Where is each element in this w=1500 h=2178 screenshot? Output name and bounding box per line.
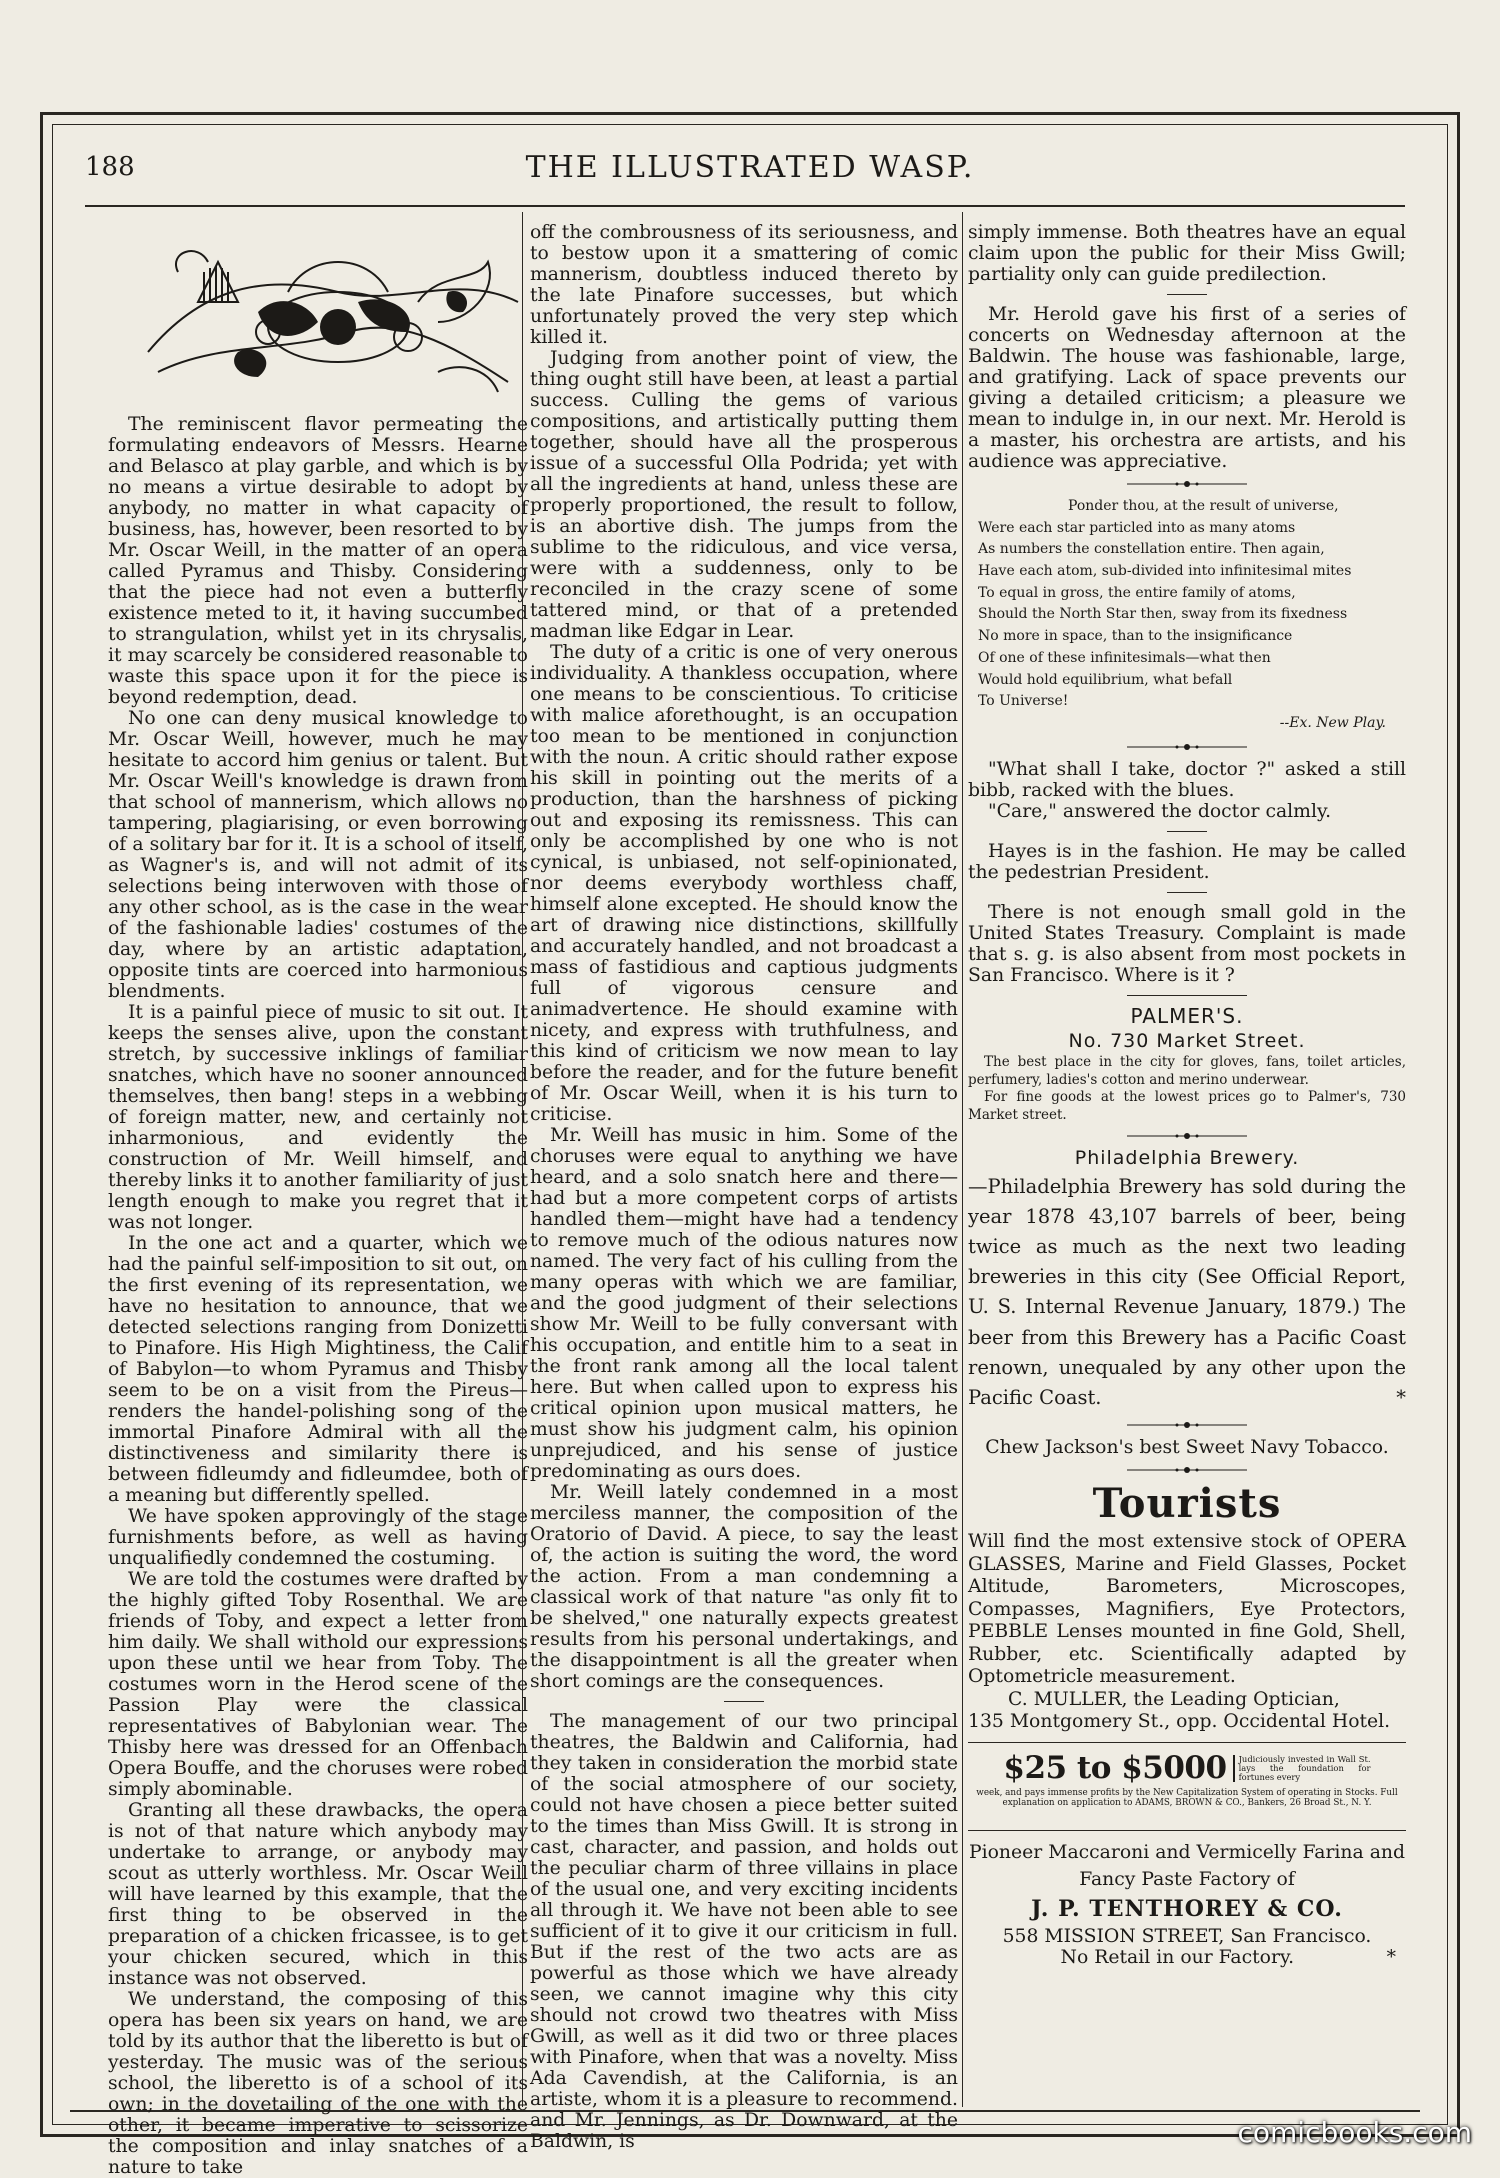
col2-paragraph-2: Judging from another point of view, the thing ought still have been, at least a partial success. Culling the gems of various compositions, and artistically putting them together, should have all the prosperous issue of a successful Olla Podrida; yet with all the ingredients at hand, unless these are properly proportioned, the result to follow, is an abortive dish. The jumps from the sublime to the ridiculous, and vice versa, were with a suddenness, only to be reconciled in the crazy scene of some tattered mind, or that of a pretended madman like Edgar in Lear. (530, 348, 958, 642)
col1-paragraph-3: It is a painful piece of music to sit out. It keeps the senses alive, upon the constant stretch, by successive inklings of familiar snatches, which have no sooner announced themselves, then bang! steps in a webbing of foreign matter, new, and certainly not inharmonious, and evidently the construction of Mr. Weill himself, and thereby links it to another familiarity of just length enough to make you regret that it was not longer. (108, 1002, 528, 1233)
poem (978, 496, 1406, 735)
section-separator (1167, 892, 1207, 893)
tourists-address: 135 Montgomery St., opp. Occidental Hotel. (968, 1711, 1391, 1733)
tourists-body: Will find the most extensive stock of OPERA GLASSES, Marine and Field Glasses, Pocket Altitude, Barometers, Microscopes, Compasses, Magnifiers, Eye Protectors, PEBBLE Lenses mounted in fine Gold, Shell, Rubber, etc. Scientifically adapted by Optometricle measurement. (968, 1531, 1406, 1688)
investment-side-text: Judiciously invested in Wall St. lays the foundation for fortunes every (1233, 1755, 1371, 1782)
palmers-body: The best place in the city for gloves, fans, toilet articles, perfumery, ladies's cotton and merino underwear. (968, 1054, 1406, 1088)
section-separator (1167, 831, 1207, 832)
col2-paragraph-5: Mr. Weill lately condemned in a most merciless manner, the composition of the Oratorio of David. A piece, to say the least of, the action is suiting the word, the word the action. From a man condemning a classical work of that nature "as only fit to be shelved," one naturally expects greatest results from his personal undertakings, and the disappointment is all the greater when short comings are the consequences. (530, 1482, 958, 1692)
column-2 (530, 222, 958, 2152)
poem-line: No more in space, than to the insignificance (978, 628, 1293, 645)
maccaroni-line-1: Pioneer Maccaroni and Vermicelly Farina and Fancy Paste Factory of (968, 1841, 1406, 1891)
col1-paragraph-6: We are told the costumes were drafted by the highly gifted Toby Rosenthal. We are friends of Toby, and expect a letter from him daily. We shall withold our expressions upon these until we hear from Toby. The costumes worn in the Herod scene of the Passion Play were the classical representatives of Babylonian wear. The Thisby here was dressed for an Offenbach Opera Bouffe, and the choruses were robed simply abominable. (108, 1569, 528, 1800)
poem-source: --Ex. New Play. (1279, 714, 1386, 731)
tourists-ad (968, 1531, 1406, 1734)
star-rule-ornament (1127, 1466, 1247, 1474)
poem-line: Ponder thou, at the result of universe, (1068, 498, 1339, 514)
hayes-item: Hayes is in the fashion. He may be called the pedestrian President. (968, 840, 1406, 883)
section-separator (1127, 995, 1247, 996)
tenthorey-name: J. P. TENTHOREY & CO. (1031, 1896, 1343, 1923)
tenthorey-address: 558 MISSION STREET, San Francisco. (1002, 1925, 1372, 1947)
brewery-mark: * (1396, 1386, 1406, 1410)
masthead-title: THE ILLUSTRATED WASP. (525, 150, 975, 185)
investment-fine-print: week, and pays immense profits by the New Capitalization System of operating in Stocks. Full explanation on application to ADAMS, BROWN & CO., Bankers, 26 Broad St., N. Y. (976, 1787, 1398, 1808)
palmers-address: No. 730 Market Street. (1068, 1029, 1306, 1052)
palmers-title: PALMER'S. (1130, 1003, 1244, 1028)
col2-paragraph-4: Mr. Weill has music in him. Some of the choruses were equal to anything we have heard, and a solo snatch here and there—had but a more competent corps of artists handled them—might have had a tendency to remove much of the odious natures now named. The very fact of his culling from the many operas with which we are familiar, and the good judgment of their selections show Mr. Weill to be fully conversant with his occupation, and entitle him to a seat in the front rank among all the local talent here. But when called upon to express his critical opinion upon musical matters, he must show his judgment calm, his opinion unprejudiced, and his sense of justice predominating as ours does. (530, 1125, 958, 1482)
poem-line: Should the North Star then, sway from its fixedness (978, 606, 1348, 623)
star-rule-ornament (1127, 1421, 1247, 1429)
poem-line: To equal in gross, the entire family of atoms, (978, 584, 1296, 601)
section-separator (1167, 294, 1207, 295)
tourists-title: Tourists (1092, 1480, 1282, 1528)
tenthorey-retail: No Retail in our Factory. (1060, 1946, 1295, 1968)
col1-paragraph-8: We understand, the composing of this opera has been six years on hand, we are told by its author that the liberetto is but of yesterday. The music was of the serious school, the liberetto is of a school of its own; in the dovetailing of the one with the other, it became imperative to scissorize the composition and inlay snatches of a nature to take (108, 1989, 528, 2178)
column-rule-2 (962, 212, 963, 2107)
col1-paragraph-2: No one can deny musical knowledge to Mr. Oscar Weill, however, much he may hesitate to accord him genius or talent. But Mr. Oscar Weill's knowledge is drawn from that school of mannerism, which allows no tampering, plagiarising, or even borrowing of a solitary bar for it. It is a school of itself, as Wagner's is, and will not admit of its selections being interwoven with those of any other school, as is the case in the wear of the fashionable ladies' costumes of the day, where by an artistic adaptation, opposite tints are coerced into harmonious blendments. (108, 708, 528, 1002)
brewery-title: Philadelphia Brewery. (1074, 1147, 1300, 1170)
star-rule-ornament (1127, 480, 1247, 488)
col1-paragraph-4: In the one act and a quarter, which we had the painful self-imposition to sit out, on the first evening of its representation, we have no hesitation to announce, that we detected selections ranging from Donizetti to Pinafore. His High Mightiness, the Calif of Babylon—to whom Pyramus and Thisby seem to be on a visit from the Pireus—renders the handel-polishing song of the immortal Pinafore Admiral with all the distinctiveness and similarity there is between fidleumdy and fidleumdee, both of a meaning but differently spelled. (108, 1233, 528, 1506)
ornamental-vignette (138, 232, 530, 400)
tenthorey-mark: * (1386, 1946, 1396, 1968)
star-rule-ornament (1127, 743, 1247, 751)
poem-line: Would hold equilibrium, what befall (978, 671, 1233, 688)
joke-answer: "Care," answered the doctor calmly. (988, 800, 1332, 822)
palmers-body: For fine goods at the lowest prices go to Palmer's, 730 Market street. (968, 1089, 1406, 1123)
col1-paragraph-1: The reminiscent flavor permeating the formulating endeavors of Messrs. Hearne and Belasco at play garble, and which is by no means a virtue desirable to adopt by anybody, no matter in what capacity of business, has, however, been resorted to by Mr. Oscar Weill, in the matter of an opera called Pyramus and Thisby. Considering that the piece had not even a butterfly existence meted to it, it having succumbed to strangulation, whilst yet in its chrysalis, it may scarcely be considered reasonable to waste this space upon it for the piece is beyond redemption, dead. (108, 414, 528, 708)
col2-paragraph-6: The management of our two principal theatres, the Baldwin and California, had they taken in consideration the morbid state of the social atmosphere of our society, could not have chosen a piece better suited to the times than Miss Gwill. It is strong in cast, character, and passion, and holds out the peculiar charm of three villains in place of the usual one, and very exciting incidents all through it. We have not been able to see sufficient of it to give it our criticism in full. But if the rest of the two acts are as powerful as those which we have already seen, we cannot imagine why this city should not crowd two theatres with Miss Gwill, as well as it did two or three places with Pinafore, when that was a novelty. Miss Ada Cavendish, at the California, is an artiste, whom it is a pleasure to recommend. and Mr. Jennings, as Dr. Downward, at the Baldwin, is (530, 1711, 958, 2152)
tourists-signature: C. MULLER, the Leading Optician, (1008, 1688, 1340, 1710)
star-rule-ornament (1127, 1132, 1247, 1140)
col3-paragraph-1: simply immense. Both theatres have an equal claim upon the public for their Miss Gwill; partiality only can guide predilection. (968, 222, 1406, 285)
column-1 (108, 222, 528, 2178)
tenthorey-retail-note (968, 1947, 1406, 1968)
col1-paragraph-7: Granting all these drawbacks, the opera is not of that nature which anybody may undertake to arrange, or anybody may scout as utterly worthless. Mr. Oscar Weill will have learned by this example, that the first thing to be observed in the preparation of a chicken fricassee, is to get your chicken secured, which in this instance was not observed. (108, 1800, 528, 1989)
poem-line: Were each star particled into as many atoms (978, 519, 1296, 536)
joke-question: "What shall I take, doctor ?" asked a still bibb, racked with the blues. (968, 758, 1406, 801)
col2-paragraph-1: off the combrousness of its seriousness, and to bestow upon it a smattering of comic mannerism, doubtless induced thereto by the late Pinafore successes, but which unfortunately proved the very step which killed it. (530, 222, 958, 348)
gold-item: There is not enough small gold in the United States Treasury. Complaint is made that s. g. is also absent from most pockets in San Francisco. Where is it ? (968, 901, 1406, 986)
poem-line: To Universe! (978, 693, 1069, 710)
col2-paragraph-3: The duty of a critic is one of very onerous individuality. A thankless occupation, where one means to be conscientious. To criticise with malice aforethought, is an occupation too mean to be mentioned in conjunction with the noun. A critic should rather expose his skill in pointing out the merits of a production, than the harshness of picking out and exposing its remissness. This can only be accomplished by one who is not cynical, is unbiased, not self-opinionated, nor deems everybody worthless chaff, himself alone excepted. He should know the art of drawing nice distinctions, skillfully and accurately handled, and not broadcast a mass of fastidious and captious judgments full of vigorous censure and animadvertence. He should examine with nicety, and express with truthfulness, and this kind of criticism we now mean to lay before the reader, and for the future benefit of Mr. Oscar Weill, when it is his turn to criticise. (530, 642, 958, 1125)
tobacco-ad: Chew Jackson's best Sweet Navy Tobacco. (985, 1437, 1389, 1459)
poem-line: Of one of these infinitesimals—what then (978, 649, 1271, 666)
col3-paragraph-2: Mr. Herold gave his first of a series of concerts on Wednesday afternoon at the Baldwin. The house was fashionable, large, and gratifying. Lack of space prevents our giving a detailed criticism; a pleasure we mean to indulge in, in our next. Mr. Herold is a master, his orchestra are artists, and his audience was appreciative. (968, 304, 1406, 472)
palmers-ad (968, 1054, 1406, 1124)
investment-ad (968, 1751, 1406, 1786)
poem-line: As numbers the constellation entire. Then again, (978, 541, 1325, 558)
poem-line: Have each atom, sub-divided into infinitesimal mites (978, 563, 1352, 580)
section-separator (724, 1701, 764, 1702)
col1-paragraph-5: We have spoken approvingly of the stage furnishments before, as well as having unqualifiedly condemned the costuming. (108, 1506, 528, 1569)
ad-rule (968, 1742, 1406, 1743)
watermark: comicbooks.com (1237, 2116, 1472, 2149)
column-3 (968, 222, 1406, 2102)
ad-rule (968, 1830, 1406, 1831)
page-number: 188 (85, 152, 135, 182)
header-rule (85, 205, 1405, 207)
brewery-ad (968, 1172, 1406, 1414)
brewery-body: —Philadelphia Brewery has sold during the year 1878 43,107 barrels of beer, being twice as much as the next two leading breweries in this city (See Official Report, U. S. Internal Revenue January, 1879.) The beer from this Brewery has a Pacific Coast renown, unequaled by any other upon the Pacific Coast. (968, 1174, 1406, 1410)
investment-amount: $25 to $5000 (1003, 1749, 1227, 1786)
